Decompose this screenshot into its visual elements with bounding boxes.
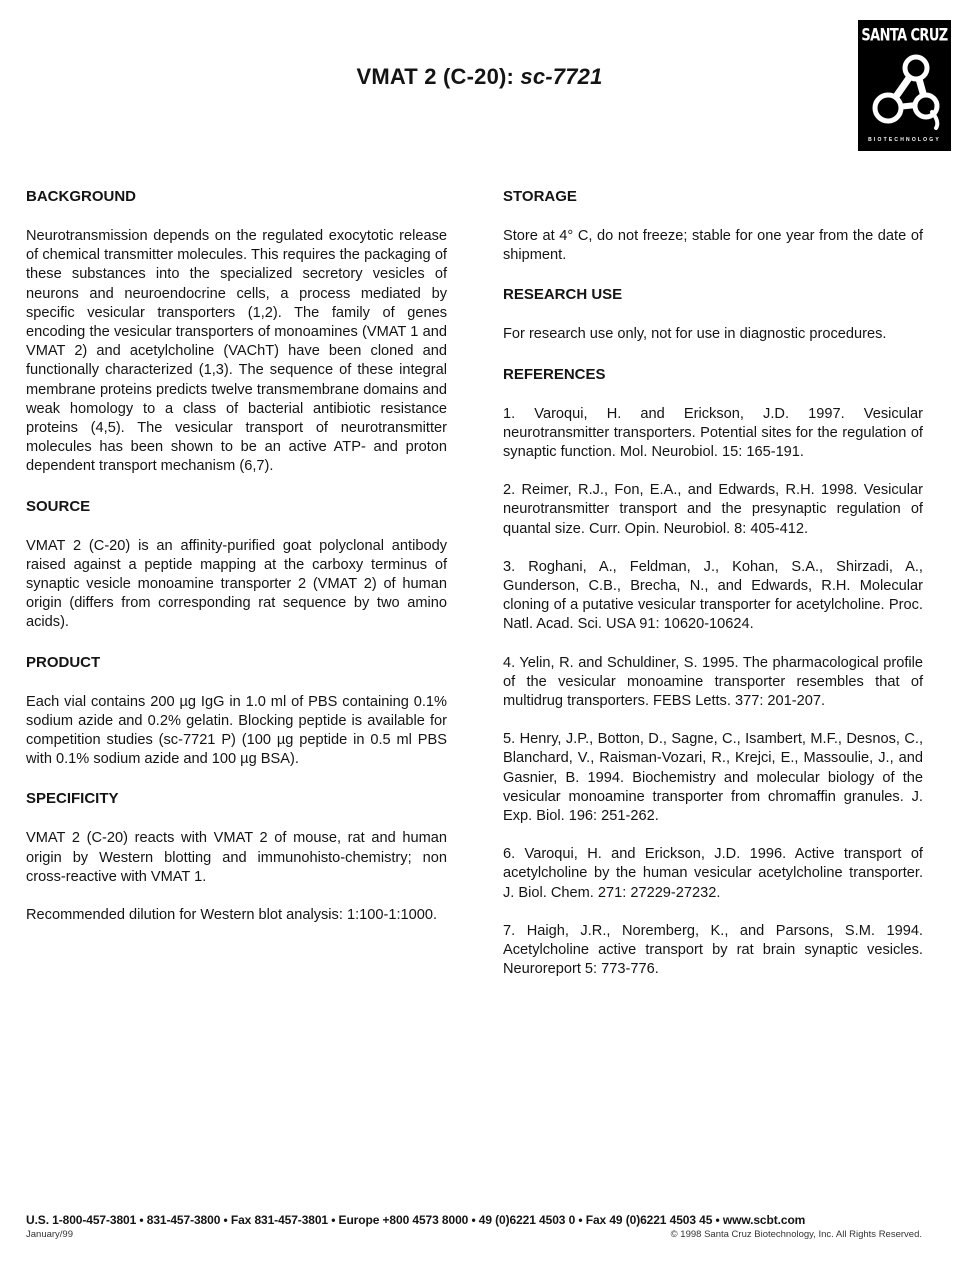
research-use-heading: RESEARCH USE xyxy=(503,286,623,304)
reference-item: 6. Varoqui, H. and Erickson, J.D. 1996. Active transport of acetylcholine by the human vesicular acetylcholine transporter. J. Biol. Chem. 271: 27229-27232. xyxy=(503,846,923,901)
logo-brand-text: SANTA CRUZ xyxy=(861,26,948,46)
reference-item: 3. Roghani, A., Feldman, J., Kohan, S.A., Shirzadi, A., Gunderson, C.B., Brecha, N., and Edwards, R.H. Molecular cloning of a putative vesicular transporter for acetylcholine. Proc. Natl. Acad. Sci. USA 91: 10620-10624. xyxy=(503,558,923,633)
contact-line: U.S. 1-800-457-3801 • 831-457-3800 • Fax 831-457-3801 • Europe +800 4573 8000 • 49 (0)6221 4503 0 • Fax 49 (0)6221 4503 45 • www.scbt.com xyxy=(26,1213,806,1227)
molecule-icon xyxy=(866,50,944,134)
left-column xyxy=(26,186,447,944)
dilution-text: Recommended dilution for Western blot analysis: 1:100-1:1000. xyxy=(26,907,438,924)
page-title xyxy=(0,64,959,90)
product-text: Each vial contains 200 µg IgG in 1.0 ml of PBS containing 0.1% sodium azide and 0.2% gelatin. Blocking peptide is available for competition studies (sc-7721 P) (100 µg peptide in 0.5 ml PBS with 0.1% sodium azide and 100 µg BSA). xyxy=(26,693,447,768)
reference-item: 1. Varoqui, H. and Erickson, J.D. 1997. Vesicular neurotransmitter transporters. Potential sites for the regulation of synaptic function. Mol. Neurobiol. 15: 165-191. xyxy=(503,405,923,461)
product-name: VMAT 2 (C-20): xyxy=(356,64,515,89)
company-logo xyxy=(858,20,951,151)
product-heading: PRODUCT xyxy=(26,653,101,671)
page-footer xyxy=(26,1213,922,1240)
reference-item: 5. Henry, J.P., Botton, D., Sagne, C., Isambert, M.F., Desnos, C., Blanchard, V., Raisman-Vozari, R., Krejci, E., Massoulie, J., and Gasnier, B. 1994. Biochemistry and molecular biology of the vesicular monoamine transporter from chromaffin granules. J. Exp. Biol. 196: 251-262. xyxy=(503,731,923,825)
research-use-text: For research use only, not for use in diagnostic procedures. xyxy=(503,326,887,343)
background-text: Neurotransmission depends on the regulated exocytotic release of chemical transmitter molecules. This requires the packaging of these substances into the specialized secretory vesicles of neurons and neuroendocrine cells, a process mediated by specific vesicular transporters (1,2). The family of genes encoding the vesicular transporters of monoamines (VMAT 1 and VMAT 2) and acetylcholine (VAChT) have been cloned and functionally characterized (1,3). The sequence of these integral membrane proteins predicts twelve transmembrane domains and weak homology to a class of bacterial antibiotic resistance proteins (4,5). The vesicular transport of neurotransmitter molecules has been shown to be an active ATP- and proton dependent transport mechanism (6,7). xyxy=(26,228,447,475)
reference-item: 7. Haigh, J.R., Noremberg, K., and Parsons, S.M. 1994. Acetylcholine active transport by rat brain synaptic vesicles. Neuroreport 5: 773-776. xyxy=(503,922,923,978)
logo-sub-text: BIOTECHNOLOGY xyxy=(868,137,941,143)
references-list xyxy=(503,405,923,980)
catalog-number: sc-7721 xyxy=(520,64,603,89)
footer-bottom-row xyxy=(26,1229,922,1240)
source-heading: SOURCE xyxy=(26,497,91,515)
storage-heading: STORAGE xyxy=(503,188,577,205)
reference-item: 2. Reimer, R.J., Fon, E.A., and Edwards, R.H. 1998. Vesicular neurotransmitter transport and the presynaptic regulation of quantal size. Curr. Opin. Neurobiol. 8: 405-412. xyxy=(503,482,923,537)
references-heading: REFERENCES xyxy=(503,365,606,383)
specificity-text: VMAT 2 (C-20) reacts with VMAT 2 of mouse, rat and human origin by Western blotting and immunohisto-chemistry; non cross-reactive with VMAT 1. xyxy=(26,830,447,885)
reference-item: 4. Yelin, R. and Schuldiner, S. 1995. The pharmacological profile of the vesicular monoamine transporter resembles that of multidrug transporters. FEBS Letts. 377: 201-207. xyxy=(503,654,923,710)
background-heading: BACKGROUND xyxy=(26,188,136,205)
right-column xyxy=(503,186,923,998)
specificity-heading: SPECIFICITY xyxy=(26,790,119,808)
copyright-notice: © 1998 Santa Cruz Biotechnology, Inc. All Rights Reserved. xyxy=(670,1229,922,1240)
issue-date: January/99 xyxy=(26,1229,74,1240)
source-text: VMAT 2 (C-20) is an affinity-purified goat polyclonal antibody raised against a peptide mapping at the carboxy terminus of synaptic vesicle monoamine transporter 2 (VMAT 2) of human origin (differs from corresponding rat sequence by two amino acids). xyxy=(26,537,447,631)
storage-text: Store at 4° C, do not freeze; stable for one year from the date of shipment. xyxy=(503,228,923,264)
